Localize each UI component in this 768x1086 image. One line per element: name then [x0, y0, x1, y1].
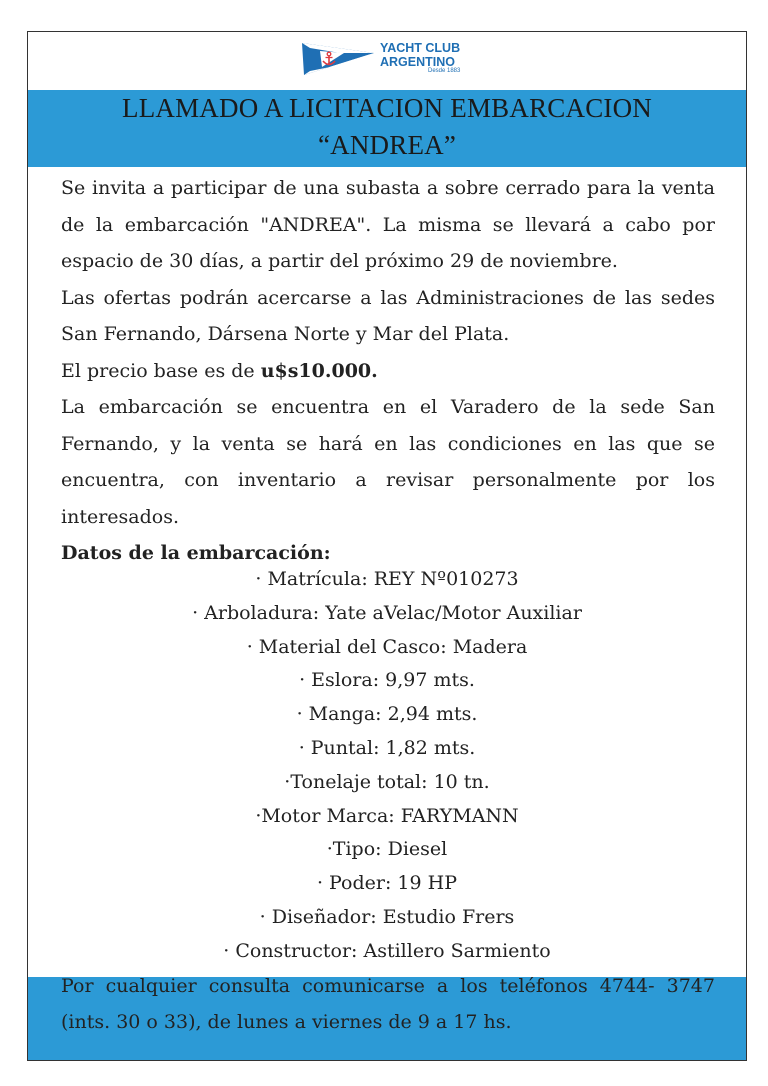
contact-info	[61, 968, 715, 1040]
spec-item: · Manga: 2,94 mts.	[296, 703, 478, 726]
title-line-1: LLAMADO A LICITACION EMBARCACION	[122, 93, 652, 123]
contact-hours: (ints. 30 o 33), de lunes a viernes de 9 a 17 hs.	[61, 1011, 512, 1033]
spec-item: · Constructor: Astillero Sarmiento	[223, 939, 551, 962]
club-founded: Desde 1883	[428, 68, 461, 74]
contact-phone: 4744- 3747	[599, 975, 715, 997]
spec-item: ·Motor Marca: FARYMANN	[255, 804, 519, 827]
contact-prefix: Por cualquier consulta comunicarse a los teléfonos	[61, 975, 600, 997]
title-line-2: “ANDREA”	[317, 130, 457, 160]
club-name-line2: ARGENTINO	[380, 55, 455, 69]
spec-item: ·Tonelaje total: 10 tn.	[284, 770, 490, 793]
base-price: u$s10.000.	[260, 359, 378, 382]
boat-specs-list	[28, 563, 746, 969]
spec-item: · Eslora: 9,97 mts.	[299, 669, 475, 692]
paragraph-price	[61, 353, 715, 390]
spec-item: · Matrícula: REY Nº010273	[255, 568, 519, 590]
pennant-flag-icon	[300, 41, 376, 77]
club-name	[380, 41, 460, 69]
price-label: El precio base es de	[61, 359, 261, 382]
spec-item: · Material del Casco: Madera	[246, 635, 528, 658]
paragraph-invitation: Se invita a participar de una subasta a sobre cerrado para la venta de la embarcación "ANDREA". La misma se llevará a cabo por espacio de 30 días, a partir del próximo 29 de noviembre.	[61, 177, 715, 272]
data-heading-text: Datos de la embarcación:	[61, 542, 331, 564]
spec-item: · Poder: 19 HP	[316, 872, 458, 895]
announcement-body	[61, 170, 715, 572]
spec-item: ·Tipo: Diesel	[326, 838, 448, 861]
spec-item: · Diseñador: Estudio Frers	[259, 905, 515, 928]
paragraph-offers: Las ofertas podrán acercarse a las Administraciones de las sedes San Fernando, Dársena Norte y Mar del Plata.	[61, 286, 715, 345]
page-title	[28, 90, 746, 164]
paragraph-location: La embarcación se encuentra en el Varadero de la sede San Fernando, y la venta se hará en las condiciones en las que se encuentra, con inventario a revisar personalmente por los interesados.	[61, 396, 715, 528]
club-logo	[300, 41, 480, 81]
club-name-line1: YACHT CLUB	[380, 41, 461, 55]
spec-item: · Arboladura: Yate aVelac/Motor Auxiliar	[192, 601, 582, 624]
spec-item: · Puntal: 1,82 mts.	[298, 736, 476, 759]
